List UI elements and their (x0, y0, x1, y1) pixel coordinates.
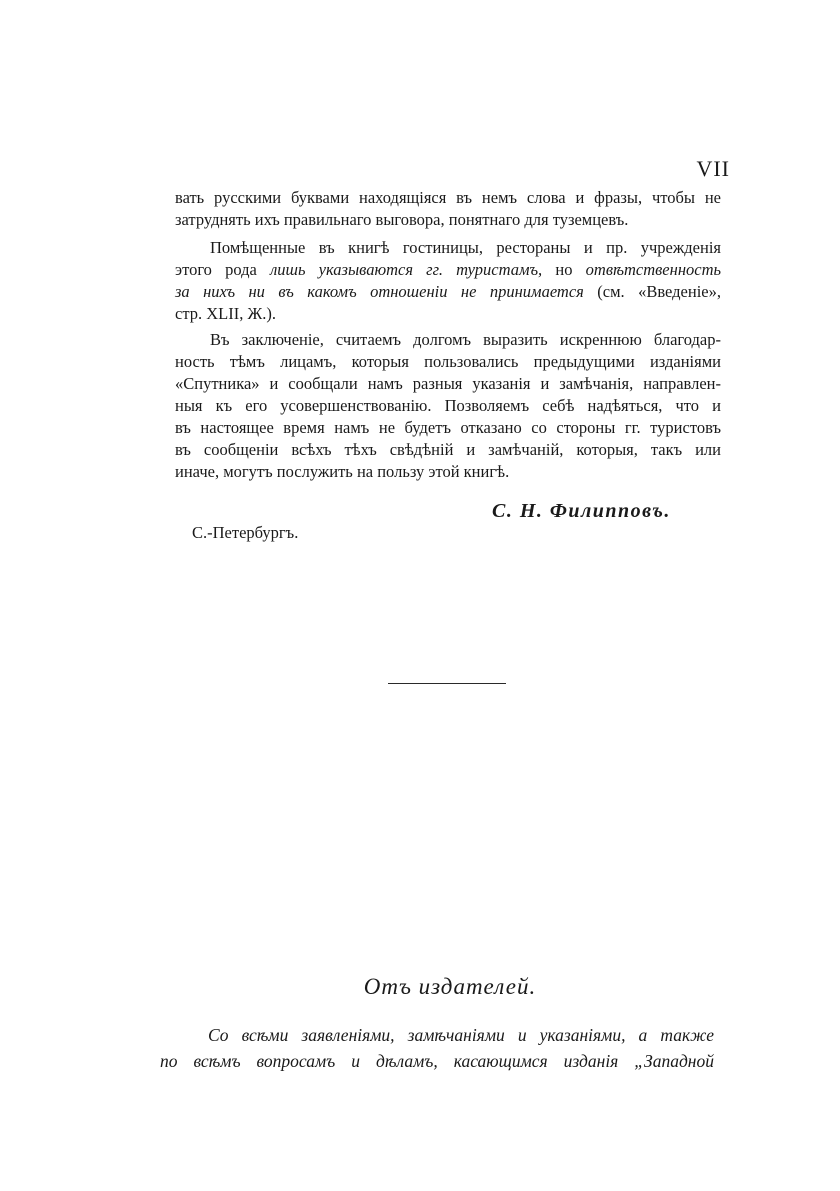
place-of-writing: С.-Петербургъ. (192, 523, 299, 542)
publishers-heading: Отъ издателей. (363, 974, 537, 999)
italic-span: отвѣтственность (585, 260, 721, 279)
text-span: (см. «Введеніе», (583, 282, 721, 301)
italic-span: за нихъ ни въ какомъ отношеніи не принимается (175, 282, 584, 301)
text-span: этого рода (175, 260, 271, 279)
page-number: VII (696, 156, 730, 181)
text-line: «Спутника» и сообщали намъ разныя указанія и замѣчанія, направлен- (175, 374, 721, 393)
text-span: но (542, 260, 586, 279)
text-line: затруднять ихъ правильнаго выговора, понятнаго для туземцевъ. (175, 210, 629, 229)
text-line: ность тѣмъ лицамъ, которыя пользовались предыдущими изданіями (175, 352, 721, 371)
text-line-mixed (175, 259, 721, 281)
text-line: Помѣщенные въ книгѣ гостиницы, рестораны и пр. учрежденія (210, 238, 721, 257)
text-line: ныя къ его усовершенствованію. Позволяемъ себѣ надѣяться, что и (175, 396, 721, 415)
text-line: иначе, могутъ послужить на пользу этой книгѣ. (175, 462, 510, 481)
section-divider (388, 683, 506, 684)
text-line-mixed (175, 281, 721, 303)
text-line: въ сообщеніи всѣхъ тѣхъ свѣдѣній и замѣчаній, которыя, такъ или (175, 440, 721, 459)
signature: С. Н. Филипповъ. (492, 500, 671, 522)
italic-span: лишь указываются гг. туристамъ, (270, 260, 543, 279)
text-line: вать русскими буквами находящіяся въ немъ слова и фразы, чтобы не (175, 188, 721, 207)
text-line: стр. XLII, Ж.). (175, 304, 276, 323)
publishers-text-line: по всѣмъ вопросамъ и дѣламъ, касающимся изданія „Западной (160, 1051, 714, 1071)
text-line: Въ заключеніе, считаемъ долгомъ выразить искреннюю благодар- (210, 330, 721, 349)
publishers-text-line: Со всѣми заявленіями, замѣчаніями и указаніями, а также (208, 1025, 714, 1045)
text-line: въ настоящее время намъ не будетъ отказано со стороны гг. туристовъ (175, 418, 721, 437)
